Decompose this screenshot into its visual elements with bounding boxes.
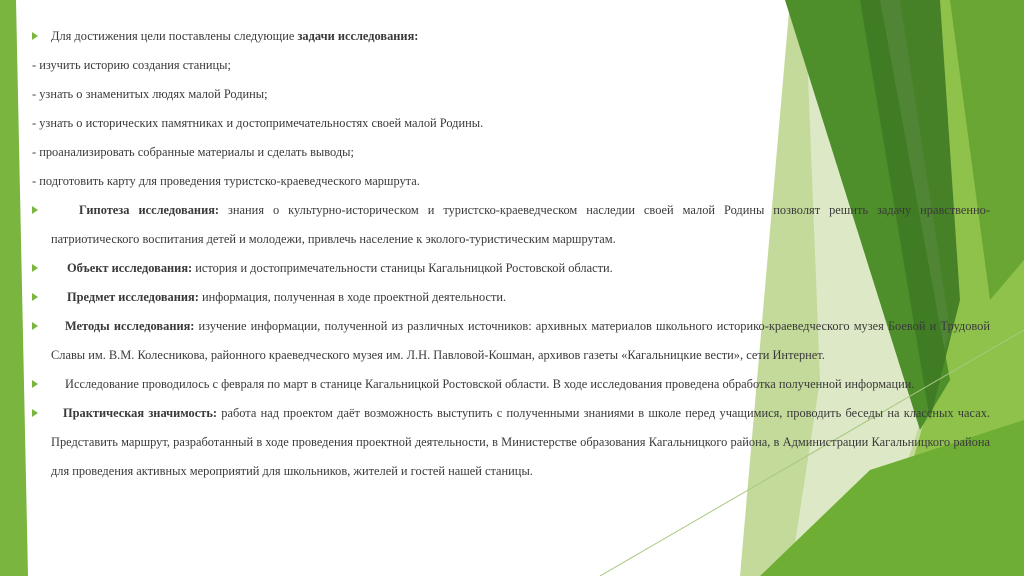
task-item: - узнать о знаменитых людях малой Родины;: [32, 87, 268, 101]
left-green-stripe: [0, 0, 28, 576]
period-paragraph: [30, 370, 990, 399]
period-text: Исследование проводилось с февраля по март в станице Кагальницкой Ростовской области. В ходе исследования проведена обработка полученной информации.: [65, 377, 915, 391]
object-label: Объект исследования:: [67, 261, 193, 275]
intro-bold: задачи исследования:: [297, 29, 419, 43]
triangle-bullet-icon: [32, 206, 38, 214]
slide-text: [30, 22, 990, 486]
task-item: - подготовить карту для проведения туристско-краеведческого маршрута.: [32, 174, 420, 188]
significance-label: Практическая значимость:: [63, 406, 218, 420]
intro-paragraph: [30, 22, 990, 51]
methods-label: Методы исследования:: [65, 319, 195, 333]
task-item: - проанализировать собранные материалы и сделать выводы;: [32, 145, 354, 159]
task-item: - изучить историю создания станицы;: [32, 58, 231, 72]
subject-text: информация, полученная в ходе проектной деятельности.: [198, 290, 507, 304]
methods-paragraph: [30, 312, 990, 370]
significance-text: работа над проектом даёт возможность выступить с полученными знаниями в школе перед учащимися, проводить беседы на классных часах. Представить маршрут, разработанный в ходе проведения проектной деятельности, в Министерстве образования Кагальницкого района, в Администрации Кагальницкого района для проведения активных мероприятий для школьников, жителей и гостей нашей станицы.: [51, 406, 990, 478]
triangle-bullet-icon: [32, 32, 38, 40]
triangle-bullet-icon: [32, 380, 38, 388]
hypothesis-paragraph: [30, 196, 990, 254]
intro-text: Для достижения цели поставлены следующие: [51, 29, 298, 43]
triangle-bullet-icon: [32, 409, 38, 417]
triangle-bullet-icon: [32, 264, 38, 272]
hypothesis-label: Гипотеза исследования:: [79, 203, 220, 217]
subject-paragraph: [30, 283, 990, 312]
object-paragraph: [30, 254, 990, 283]
task-item: - узнать о исторических памятниках и достопримечательностях своей малой Родины.: [32, 116, 484, 130]
triangle-bullet-icon: [32, 293, 38, 301]
triangle-bullet-icon: [32, 322, 38, 330]
object-text: история и достопримечательности станицы Кагальницкой Ростовской области.: [192, 261, 613, 275]
significance-paragraph: [30, 399, 990, 486]
subject-label: Предмет исследования:: [67, 290, 199, 304]
hypothesis-text: знания о культурно-историческом и туристско-краеведческом наследии своей малой Родины позволят решить задачу нравственно-патриотического воспитания детей и молодежи, привлечь население к эколого-туристическим маршрутам.: [51, 203, 990, 246]
methods-text: изучение информации, полученной из различных источников: архивных материалов школьного историко-краеведческого музея Боевой и Трудовой Славы им. В.М. Колесникова, районного краеведческого музея им. Л.Н. Павловой-Кошман, архивов газеты «Кагальницкие вести», сети Интернет.: [51, 319, 990, 362]
